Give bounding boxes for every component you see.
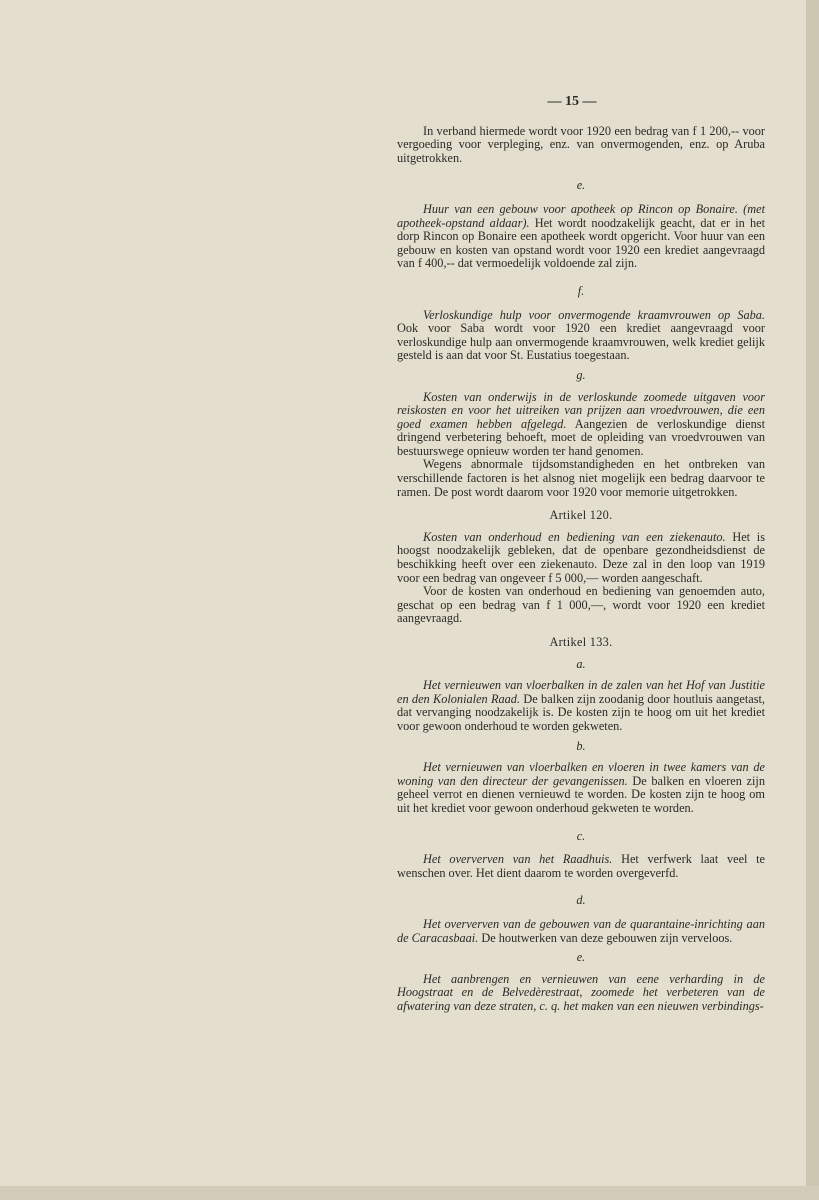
heading-hoogstraat: Het aanbrengen en vernieuwen van eene verharding in de Hoogstraat en de Belvedèrestraat, zoomede het verbeteren van de afwatering van deze straten, c. q. het maken van een nieuwen verbindings- bbox=[397, 971, 765, 1013]
body-ziekenauto: Het is hoogst noodzakelijk gebleken, dat de openbare gezondheidsdienst de beschikking heeft over een ziekenauto. Deze zal in den loop van 1919 voor een bedrag van ongeveer f 5 000,— worden aangeschaft. bbox=[397, 529, 766, 585]
section-letter-c: c. bbox=[576, 828, 586, 843]
body-hof-justitie: De balken zijn zoodanig door houtluis aangetast, dat vervanging noodzakelijk is. De kosten zijn te hoog om uit het krediet voor gewoon onderhoud te worden gekweten. bbox=[397, 691, 765, 733]
section-letter-b: b. bbox=[576, 738, 586, 753]
page-text bbox=[397, 95, 765, 1013]
body-saba: Ook voor Saba wordt voor 1920 een krediet aangevraagd voor verloskundige hulp aan onvermogende kraamvrouwen, welk krediet gelijk gesteld is aan dat voor St. Eustatius toegestaan. bbox=[397, 321, 765, 363]
section-letter-e2: e. bbox=[576, 950, 586, 965]
page-edge-bottom bbox=[0, 1186, 819, 1200]
section-letter-g: g. bbox=[576, 367, 586, 382]
page-number: — 15 — bbox=[547, 94, 597, 109]
section-letter-f: f. bbox=[577, 283, 585, 298]
body-raadhuis: Het verfwerk laat veel te wenschen over. Het dient daarom te worden overgeverfd. bbox=[397, 852, 765, 880]
paragraph-saba bbox=[397, 309, 765, 363]
paragraph-hoogstraat bbox=[397, 973, 765, 1014]
page-edge-right bbox=[806, 0, 819, 1200]
heading-saba: Verloskundige hulp voor onvermogende kraamvrouwen op Saba. bbox=[423, 307, 765, 322]
heading-raadhuis: Het oververven van het Raadhuis. bbox=[423, 852, 613, 867]
body-quarantaine: De houtwerken van deze gebouwen zijn verveloos. bbox=[481, 930, 733, 945]
paragraph-raadhuis bbox=[397, 853, 765, 880]
paragraph-apotheek-rincon bbox=[397, 203, 765, 271]
paragraph-aruba: In verband hiermede wordt voor 1920 een bedrag van f 1 200,-- voor vergoeding voor verpleging, enz. van onvermogenden, enz. op Aruba uitgetrokken. bbox=[397, 123, 765, 165]
body-apotheek: Het wordt noodzakelijk geacht, dat er in het dorp Rincon op Bonaire een apotheek wordt opgericht. Voor huur van een gebouw en kosten van opstand wordt voor 1920 een krediet aangevraagd van f 400,-- dat vermoedelijk voldoende zal zijn. bbox=[397, 215, 766, 271]
paragraph-quarantaine bbox=[397, 918, 765, 945]
heading-apotheek: Huur van een gebouw voor apotheek op Rincon op Bonaire. (met apotheek-opstand aldaar). bbox=[397, 201, 765, 230]
section-letter-e: e. bbox=[576, 178, 586, 193]
heading-hof-justitie: Het vernieuwen van vloerbalken in de zalen van het Hof van Justitie en den Kolonialen Raad. bbox=[397, 678, 765, 706]
body-gevangenissen: De balken en vloeren zijn geheel verrot en dienen vernieuwd te worden. De kosten zijn te hoog om uit het krediet voor gewoon onderhoud gekweten te worden. bbox=[397, 773, 765, 815]
article-120-heading: Artikel 120. bbox=[549, 508, 613, 523]
heading-ziekenauto: Kosten van onderhoud en bediening van een ziekenauto. bbox=[423, 529, 726, 544]
article-133-heading: Artikel 133. bbox=[549, 635, 613, 649]
paragraph-hof-justitie bbox=[397, 679, 765, 733]
paragraph-memorie: Wegens abnormale tijdsomstandigheden en het ontbreken van verschillende factoren is het alsnog niet mogelijk een bedrag daarvoor te ramen. De post wordt daarom voor 1920 voor memorie uitgetrokken. bbox=[397, 457, 765, 499]
body-verloskunde: Aangezien de verloskundige dienst dringend verbetering behoeft, moet de opleiding van vroedvrouwen van bestuurswege opnieuw worden ter hand genomen. bbox=[397, 416, 765, 458]
paragraph-gevangenissen bbox=[397, 761, 765, 815]
paragraph-ziekenauto bbox=[397, 531, 765, 585]
section-letter-d: d. bbox=[576, 893, 586, 908]
paragraph-krediet-auto: Voor de kosten van onderhoud en bediening van genoemden auto, geschat op een bedrag van f 1 000,—, wordt voor 1920 een krediet aangevraagd. bbox=[397, 584, 765, 626]
paragraph-verloskunde bbox=[397, 391, 765, 459]
heading-gevangenissen: Het vernieuwen van vloerbalken en vloeren in twee kamers van de woning van den directeur der gevangenissen. bbox=[397, 760, 765, 788]
heading-quarantaine: Het oververven van de gebouwen van de quarantaine-inrichting aan de Caracasbaai. bbox=[397, 916, 765, 945]
heading-verloskunde: Kosten van onderwijs in de verloskunde zoomede uitgaven voor reiskosten en voor het uitreiken van prijzen aan vroedvrouwen, die een goed examen hebben afgelegd. bbox=[397, 389, 765, 431]
section-letter-a: a. bbox=[576, 656, 586, 671]
